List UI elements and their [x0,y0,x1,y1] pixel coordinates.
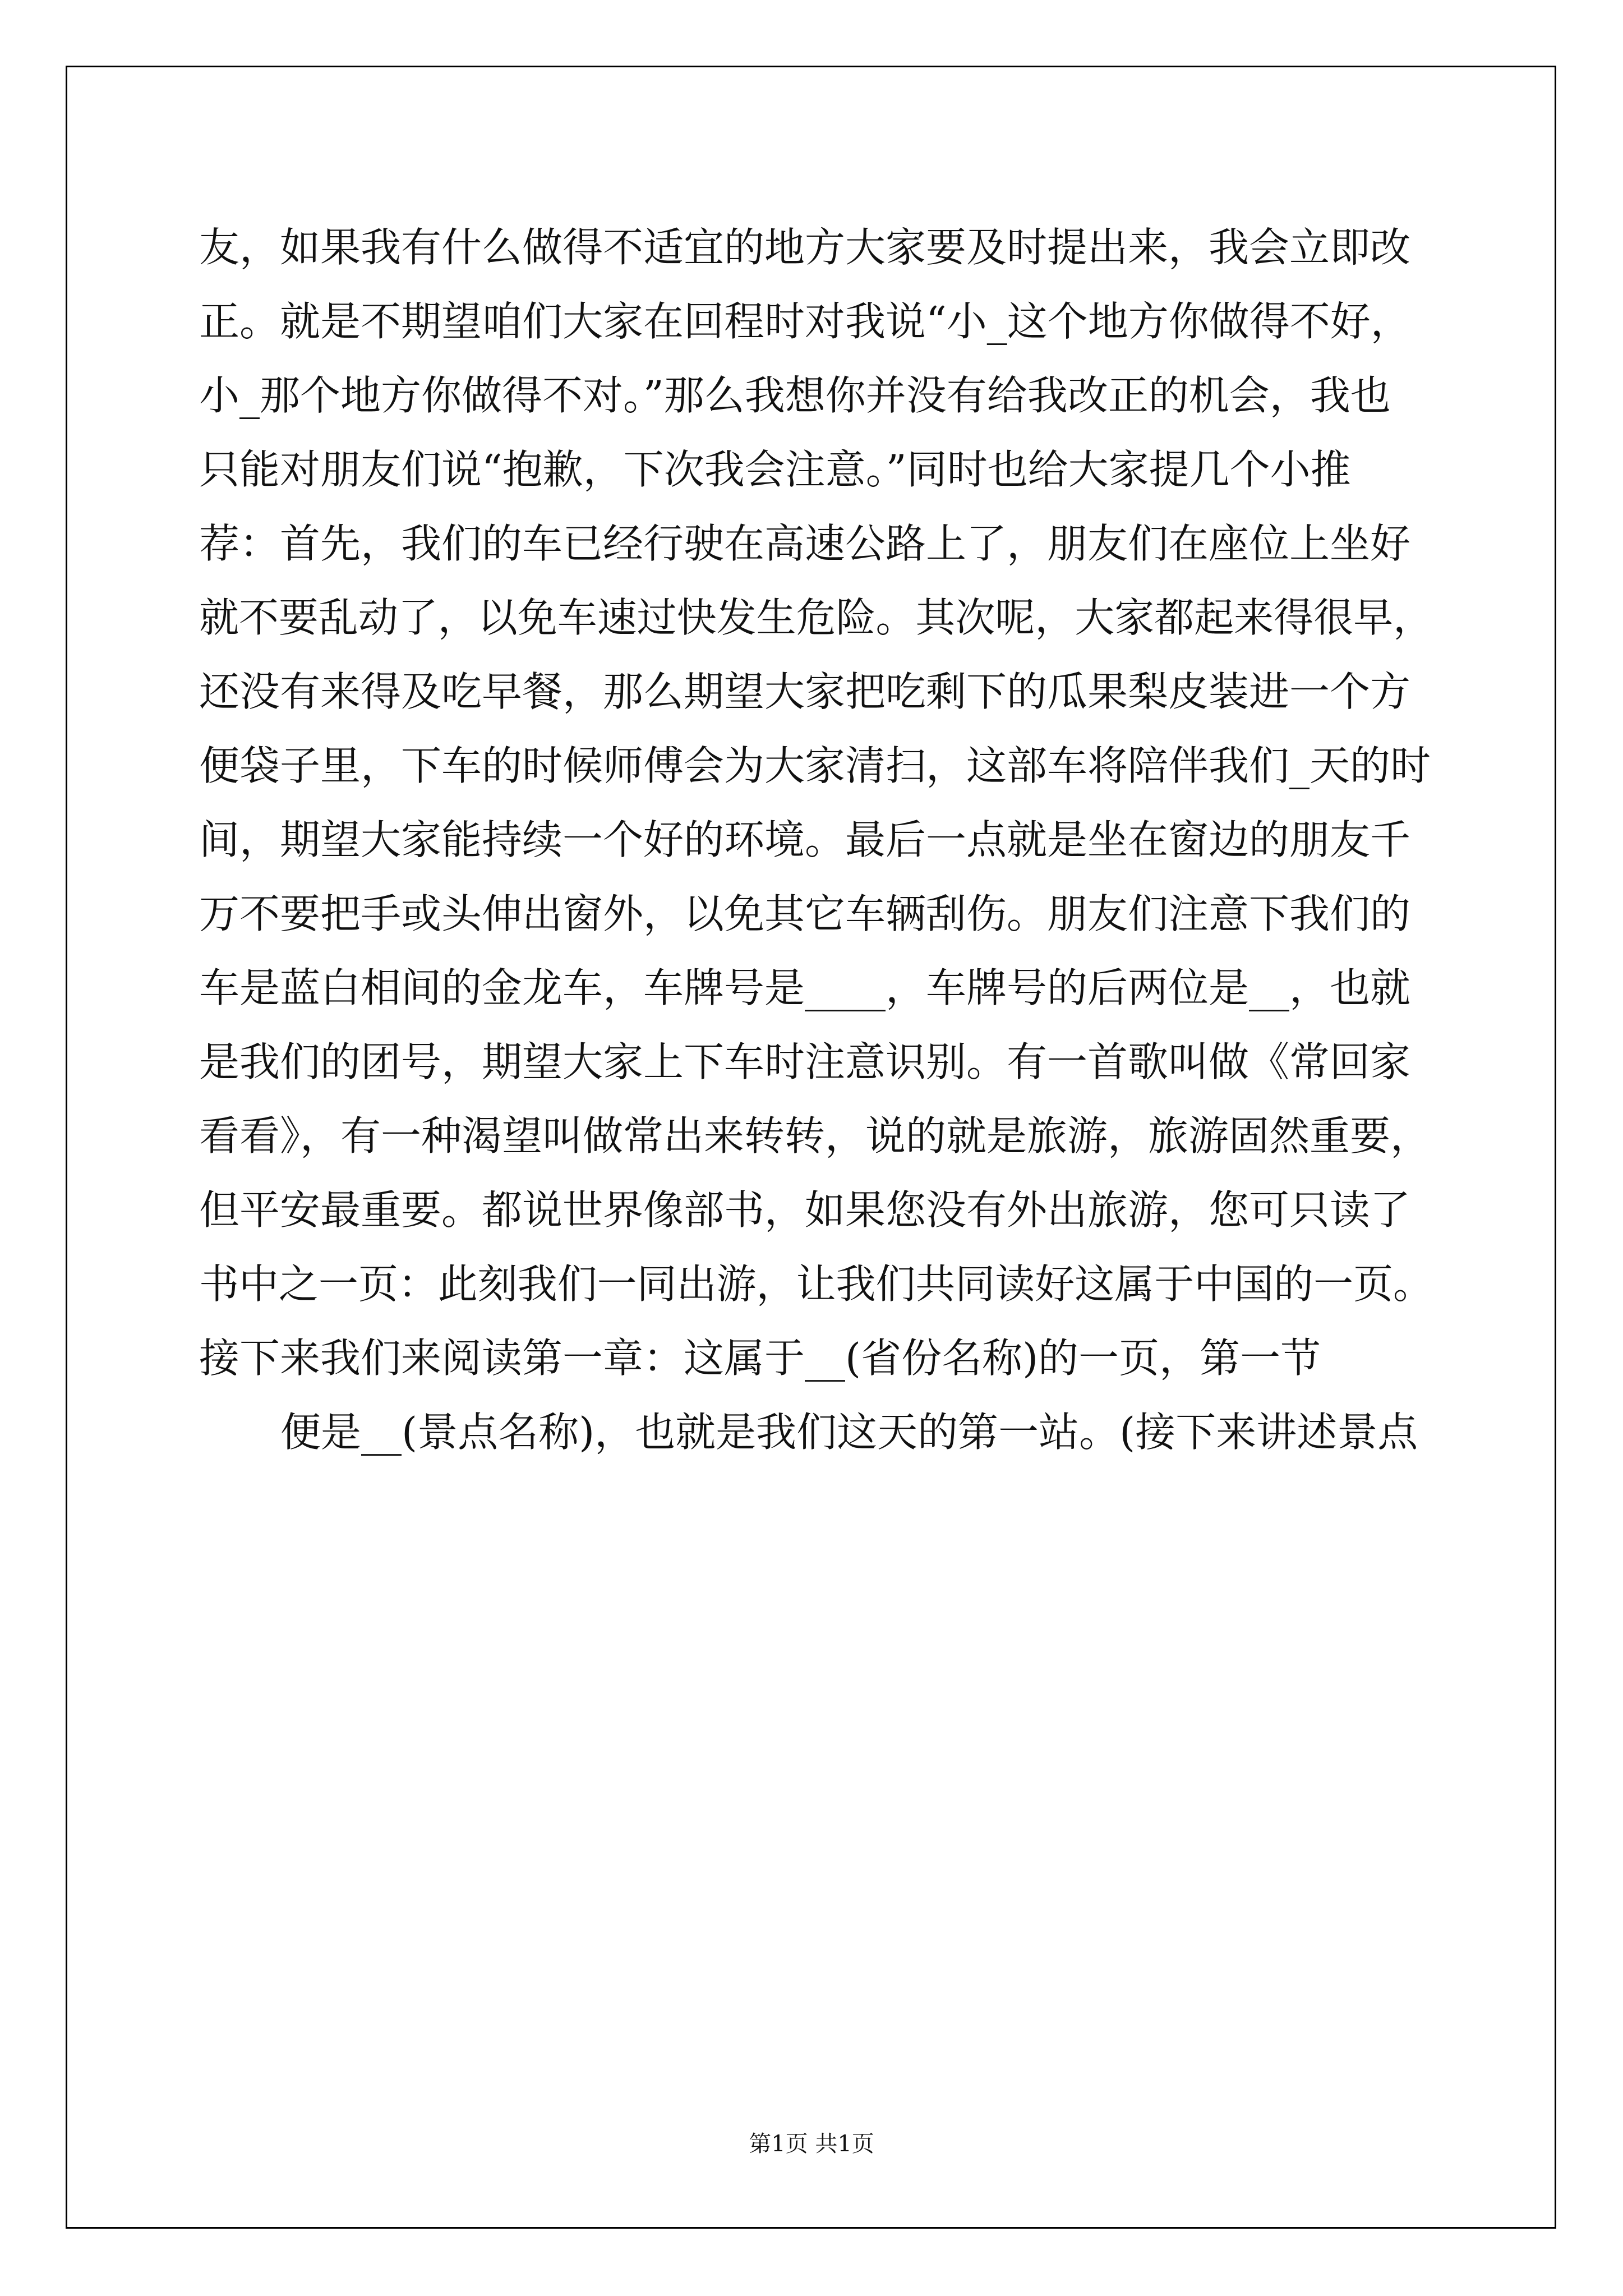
text-line: 便袋子里，下车的时候师傅会为大家清扫，这部车将陪伴我们_天的时 [199,742,1431,789]
text-line: 车是蓝白相间的金龙车，车牌号是____，车牌号的后两位是__，也就 [199,964,1411,1011]
text-line: 但平安最重要。都说世界像部书，如果您没有外出旅游，您可只读了 [199,1186,1411,1234]
text-line: 接下来我们来阅读第一章：这属于__(省份名称)的一页，第一节 [199,1335,1321,1382]
text-line: 小_那个地方你做得不对。”那么我想你并没有给我改正的机会，我也 [199,372,1391,419]
text-line: 荐：首先，我们的车已经行驶在高速公路上了，朋友们在座位上坐好 [199,520,1411,567]
text-line: 正。就是不期望咱们大家在回程时对我说“小_这个地方你做得不好， [199,298,1411,345]
text-line: 还没有来得及吃早餐，那么期望大家把吃剩下的瓜果梨皮装进一个方 [199,668,1411,715]
text-line-indented: 便是__(景点名称)，也就是我们这天的第一站。(接下来讲述景点 [280,1409,1418,1456]
text-line: 就不要乱动了，以免车速过快发生危险。其次呢，大家都起来得很早， [199,594,1433,641]
text-line: 看看》，有一种渴望叫做常出来转转，说的就是旅游，旅游固然重要， [199,1112,1431,1159]
text-line: 只能对朋友们说“抱歉，下次我会注意。”同时也给大家提几个小推 [199,446,1351,493]
page-number-footer: 第1页 共1页 [749,2131,874,2157]
text-line: 间，期望大家能持续一个好的环境。最后一点就是坐在窗边的朋友千 [199,816,1411,863]
text-line: 是我们的团号，期望大家上下车时注意识别。有一首歌叫做《常回家 [199,1038,1411,1085]
text-line: 友，如果我有什么做得不适宜的地方大家要及时提出来，我会立即改 [199,224,1411,271]
text-line: 万不要把手或头伸出窗外，以免其它车辆刮伤。朋友们注意下我们的 [199,890,1411,937]
text-line: 书中之一页：此刻我们一同出游，让我们共同读好这属于中国的一页。 [199,1260,1433,1308]
